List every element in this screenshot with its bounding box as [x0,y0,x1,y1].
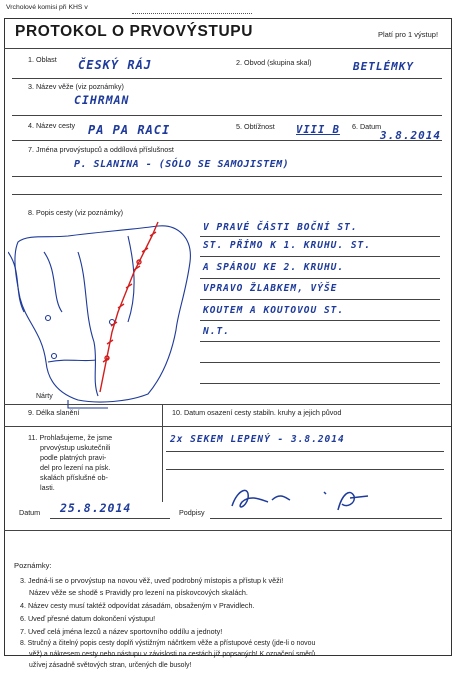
datum-value: 25.8.2014 [60,501,132,515]
note-line-7: věž) a nákresem cesty nebo nástupu v závislosti na cestách již popsaných! K označení směrů [29,651,316,658]
notes-title: Poznámky: [14,561,52,570]
field-6-label: 6. Datum [352,122,382,131]
description-line-3: A SPÁROU KE 2. KRUHU. [203,262,345,273]
committee-line-label: Vrcholové komisi při KHS v [6,4,88,11]
field-11-line-4: del pro lezení na písk. [40,463,111,472]
desc-rule-2 [200,256,440,257]
field-11-line-6: lasti. [40,483,55,492]
row-9-sub-line [4,426,451,427]
description-line-1: V PRAVÉ ČÁSTI BOČNÍ ST. [203,222,358,233]
datum-line [50,518,170,519]
note-line-8: užívej zásadně světových stran, určených dle busoly! [29,662,192,669]
note-line-5: 7. Uveď celá jména lezců a název sportovního oddílu a jednoty! [20,627,223,636]
desc-rule-4 [200,299,440,300]
field-1-label: 1. Oblast [28,55,57,64]
desc-rule-7 [200,362,440,363]
datum-label: Datum [19,508,41,517]
field-7-label: 7. Jména prvovýstupců a oddílová příslušnost [28,145,174,154]
field-2-label: 2. Obvod (skupina skal) [236,58,312,67]
field-4-label: 4. Název cesty [28,121,76,130]
notes-divider [4,530,451,531]
desc-rule-8 [200,383,440,384]
signature-line [210,518,442,519]
field-7-value: P. SLANINA - (SÓLO SE SAMOJISTEM) [74,159,290,170]
field-10-value: 2x SEKEM LEPENÝ - 3.8.2014 [170,434,345,445]
description-line-5: KOUTEM A KOUTOVOU ST. [203,305,345,316]
field-3-value: CIHRMAN [74,93,130,107]
row-7-line [12,176,442,177]
field-2-value: BETLÉMKY [353,60,414,73]
protocol-title: PROTOKOL O PRVOVÝSTUPU [15,23,253,40]
field-5-label: 5. Obtížnost [236,122,275,131]
desc-rule-6 [200,341,440,342]
col-divider-9 [162,404,163,502]
row-9-line [4,404,451,405]
desc-rule-5 [200,320,440,321]
field-3-label: 3. Název věže (viz poznámky) [28,82,124,91]
valid-once-note: Platí pro 1 výstup! [378,30,439,39]
note-line-3: 4. Název cesty musí taktéž odpovídat zásadám, obsaženým v Pravidlech. [20,601,255,610]
field-11-line-3: podle platných pravi- [40,453,107,462]
field-9-label: 9. Délka slanění [28,408,80,417]
description-line-2: ST. PŘÍMO K 1. KRUHU. ST. [203,240,371,251]
note-line-4: 6. Uveď přesné datum dokončení výstupu! [20,614,156,623]
row-1-line [12,78,442,79]
field-11-line-5: skalách příslušné ob- [40,473,108,482]
description-line-6: N.T. [203,326,230,337]
field-11-line-1: 11. Prohlašujeme, že jsme [28,433,113,442]
description-line-4: VPRAVO ŽLABKEM, VÝŠE [203,283,338,294]
field-10-label: 10. Datum osazení cesty stabiln. kruhy a jejich původ [172,408,342,417]
desc-rule-1 [200,236,440,237]
note-line-6: 8. Stručný a čitelný popis cesty doplň výstižným náčrtkem věže a přístupové cesty (jde-li o novou [20,640,316,647]
row-7-line-2 [12,194,442,195]
row-3-line [12,115,442,116]
field-8-label: 8. Popis cesty (viz poznámky) [28,208,124,217]
desc-rule-3 [200,278,440,279]
row-4-line [12,140,442,141]
note-line-2: Název věže se shodě s Pravidly pro lezení na pískovcových skalách. [29,588,248,597]
committee-line [132,13,252,14]
row-10-line-2 [166,469,444,470]
row-10-line-1 [166,451,444,452]
field-11-line-2: prvovýstup uskutečnili [40,443,111,452]
field-4-value: PA PA RACI [88,123,171,137]
signature [228,482,378,516]
tower-sketch [8,212,198,412]
sketch-label: Nárty [36,393,53,400]
note-line-1: 3. Jedná-li se o prvovýstup na novou věž, uveď podrobný místopis a přístup k věži! [20,576,284,585]
field-1-value: ČESKÝ RÁJ [78,58,153,72]
podpisy-label: Podpisy [179,508,205,517]
title-divider [4,48,451,49]
field-6-value: 3.8.2014 [380,129,441,142]
field-5-value: VIII B [296,124,340,136]
